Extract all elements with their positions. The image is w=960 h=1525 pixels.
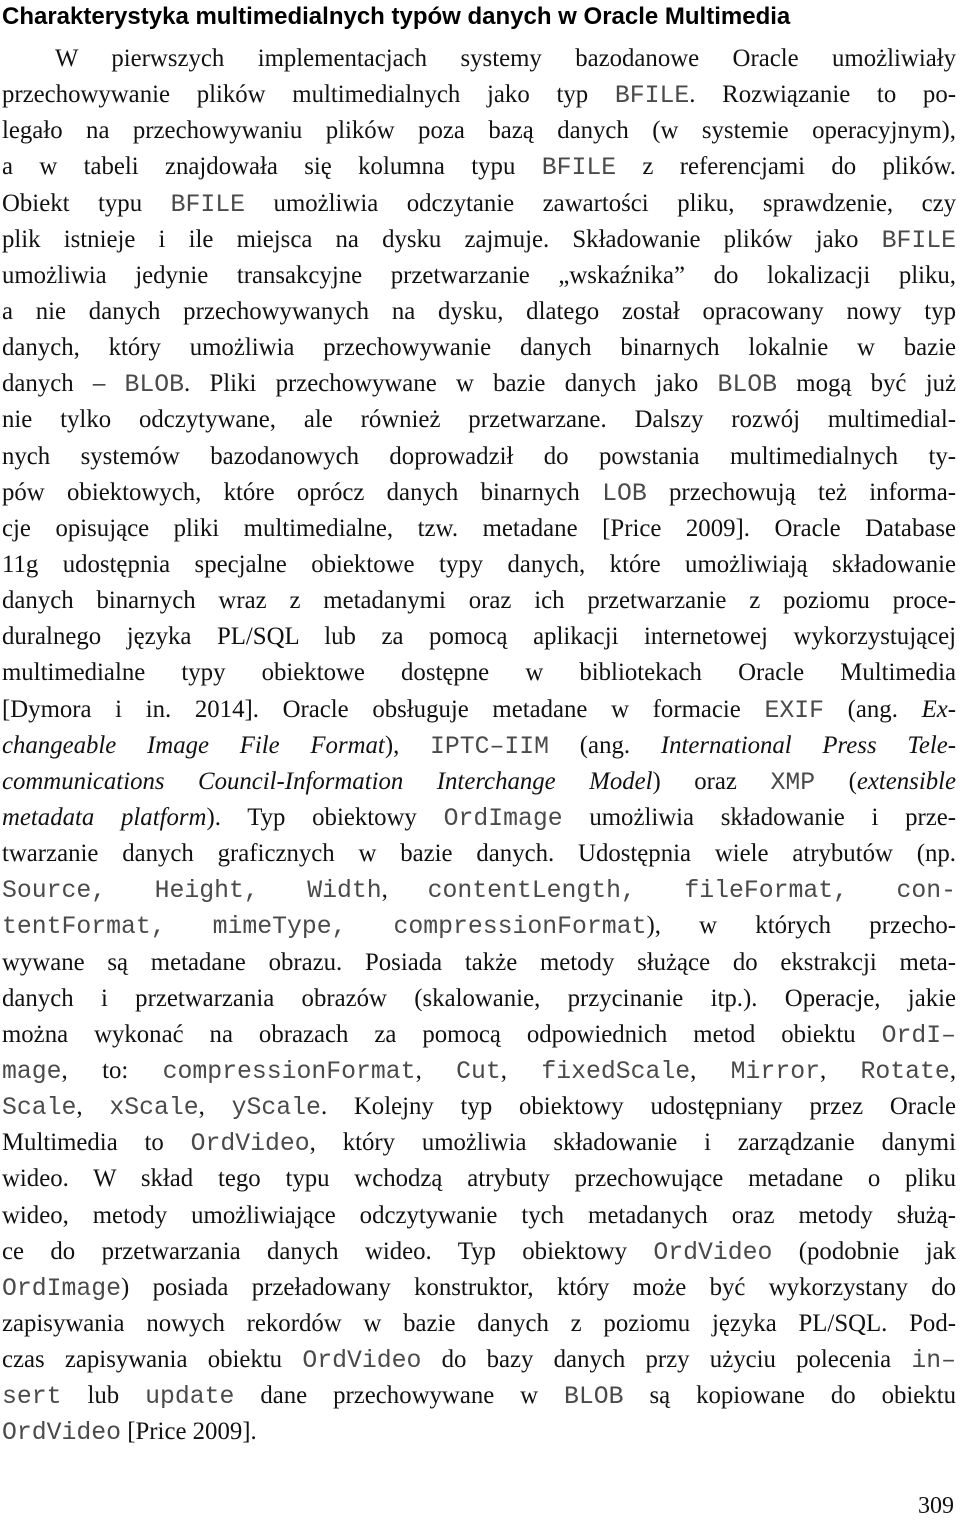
italic-text: extensible	[856, 767, 956, 795]
code-term: OrdVideo	[653, 1238, 773, 1267]
code-term: update	[145, 1383, 235, 1412]
text-segment: [Dymora i in. 2014]. Oracle obsługuje metadane w formacie	[2, 695, 765, 723]
text-segment: nie tylko odczytywane, ale również przetwarzane. Dalszy rozwój multimedial-	[2, 406, 956, 434]
text-segment: twarzanie danych graficznych w bazie danych. Udostępnia wiele atrybutów (np.	[2, 840, 956, 868]
code-term: xScale	[109, 1094, 199, 1123]
code-term: Width	[307, 877, 382, 906]
text-segment: 11g udostępnia specjalne obiektowe typy danych, które umożliwiają składowanie	[2, 550, 956, 578]
text-segment: ), w których przecho-	[646, 912, 957, 940]
text-segment: wideo. W skład tego typu wchodzą atrybuty przechowujące metadane o pliku	[2, 1165, 956, 1193]
page-number: 309	[918, 1493, 954, 1519]
text-line	[2, 330, 956, 366]
text-segment: danych, który umożliwia przechowywanie danych binarnych lokalnie w bazie	[2, 334, 956, 362]
text-segment: . Kolejny typ obiektowy udostępniany przez Oracle	[320, 1093, 956, 1121]
code-term: BLOB	[717, 371, 778, 400]
text-segment: ) oraz	[652, 767, 771, 795]
text-line	[2, 619, 956, 655]
text-segment: [Price 2009].	[121, 1418, 257, 1446]
text-line	[2, 1234, 956, 1270]
text-segment: ,	[819, 1056, 861, 1084]
text-segment: ),	[384, 731, 431, 759]
code-term: LOB	[602, 479, 647, 508]
code-term: Height	[154, 877, 244, 906]
code-term: BFILE	[170, 190, 246, 219]
code-term: fixedScale	[541, 1057, 691, 1086]
italic-text: Ex-	[921, 695, 956, 723]
text-segment: duralnego języka PL/SQL lub za pomocą aplikacji internetowej wykorzystującej	[2, 623, 956, 651]
text-segment: ce do przetwarzania danych wideo. Typ obiektowy	[2, 1237, 654, 1265]
text-line	[2, 945, 956, 981]
text-segment: do bazy danych przy użyciu polecenia	[421, 1346, 912, 1374]
text-line	[2, 258, 956, 294]
text-segment: , który umożliwia składowanie i zarządzanie danymi	[309, 1129, 956, 1157]
text-line	[2, 149, 956, 185]
text-segment: są kopiowane do obiektu	[623, 1382, 956, 1410]
text-line	[2, 583, 956, 619]
text-line	[2, 547, 956, 583]
text-segment: zapisywania nowych rekordów w bazie danych z poziomu języka PL/SQL. Pod-	[2, 1309, 956, 1337]
text-segment: czas zapisywania obiektu	[2, 1346, 303, 1374]
code-term: tentFormat	[2, 913, 151, 942]
text-segment: ,	[76, 1093, 110, 1121]
code-term: ,	[91, 877, 155, 906]
text-segment: a w tabeli znajdowała się kolumna typu	[2, 153, 542, 181]
text-segment: cje opisujące pliki multimedialne, tzw. metadane [Price 2009]. Oracle Database	[2, 514, 956, 542]
text-line	[2, 1089, 956, 1125]
code-term: ,	[621, 877, 685, 906]
text-line	[2, 1270, 956, 1306]
italic-text: changeable Image File Format	[2, 731, 385, 759]
text-line	[2, 1053, 956, 1089]
code-term: BFILE	[614, 82, 690, 111]
text-segment: ,	[500, 1056, 542, 1084]
code-term: yScale	[231, 1094, 321, 1123]
text-line	[2, 836, 956, 872]
text-segment: multimedialne typy obiektowe dostępne w bibliotekach Oracle Multimedia	[2, 659, 956, 687]
text-segment: wywane są metadane obrazu. Posiada także metody służące do ekstrakcji meta-	[2, 948, 956, 976]
text-line	[2, 1306, 956, 1342]
text-line	[2, 366, 956, 402]
code-term: OrdImage	[443, 804, 563, 833]
text-segment: ,	[949, 1056, 957, 1084]
code-term: ,	[331, 913, 394, 942]
code-term: OrdVideo	[2, 1419, 122, 1448]
text-segment: lub	[61, 1382, 146, 1410]
section-heading: Charakterystyka multimedialnych typów danych w Oracle Multimedia	[2, 3, 791, 30]
code-term: OrdI–	[881, 1021, 956, 1050]
text-line	[2, 186, 956, 222]
code-term: Cut	[456, 1057, 501, 1086]
code-term: Mirror	[730, 1057, 820, 1086]
text-segment: pów obiektowych, które oprócz danych binarnych	[2, 478, 603, 506]
text-segment: dane przechowywane w	[234, 1382, 565, 1410]
text-line	[2, 764, 956, 800]
code-term: OrdVideo	[302, 1347, 422, 1376]
code-term: BLOB	[124, 371, 185, 400]
text-line	[2, 113, 956, 149]
text-segment: wideo, metody umożliwiające odczytywanie tych metadanych oraz metody służą-	[2, 1201, 956, 1229]
text-segment: umożliwia jedynie transakcyjne przetwarzanie „wskaźnika” do lokalizacji pliku,	[2, 261, 956, 289]
code-term: con-	[896, 877, 956, 906]
code-term: fileFormat	[684, 877, 834, 906]
text-segment: ,	[381, 876, 428, 904]
code-term: mage	[2, 1057, 62, 1086]
code-term: sert	[2, 1383, 62, 1412]
text-line	[2, 402, 956, 438]
text-segment: (ang.	[549, 731, 661, 759]
code-term: OrdVideo	[190, 1130, 310, 1159]
italic-text: International Press Tele-	[660, 731, 957, 759]
text-line	[2, 692, 956, 728]
italic-text: metadata platform	[2, 803, 207, 831]
text-segment: (	[815, 767, 857, 795]
text-segment: . Pliki przechowywane w bazie danych jako	[184, 370, 718, 398]
text-segment: przechowują też informa-	[646, 478, 956, 506]
text-line	[2, 1414, 956, 1450]
code-term: IPTC–IIM	[430, 732, 550, 761]
text-segment: ,	[198, 1093, 232, 1121]
text-segment: plik istnieje i ile miejsca na dysku zajmuje. Składowanie plików jako	[2, 225, 882, 253]
code-term: BFILE	[541, 154, 617, 183]
text-segment: Multimedia to	[2, 1129, 191, 1157]
code-term: in–	[911, 1347, 957, 1376]
text-line	[2, 475, 956, 511]
code-term: Rotate	[860, 1057, 950, 1086]
code-term: Source	[2, 877, 92, 906]
text-line	[2, 41, 956, 77]
text-segment: mogą być już	[777, 370, 956, 398]
code-term: ,	[243, 877, 308, 906]
text-line	[2, 872, 956, 908]
text-line	[2, 222, 956, 258]
text-line	[2, 728, 956, 764]
text-segment: można wykonać na obrazach za pomocą odpowiednich metod obiektu	[2, 1020, 882, 1048]
text-segment: ,	[415, 1056, 457, 1084]
text-line	[2, 655, 956, 691]
text-line	[2, 1017, 956, 1053]
text-segment: (podobnie jak	[772, 1237, 956, 1265]
text-segment: , to:	[61, 1056, 163, 1084]
text-segment: danych binarnych wraz z metadanymi oraz ich przetwarzanie z poziomu proce-	[2, 587, 956, 615]
text-segment: nych systemów bazodanowych doprowadził do powstania multimedialnych ty-	[2, 442, 956, 470]
code-term: BLOB	[564, 1383, 624, 1412]
code-term: EXIF	[764, 696, 824, 725]
text-line	[2, 1378, 956, 1414]
text-line	[2, 981, 956, 1017]
text-segment: a nie danych przechowywanych na dysku, dlatego został opracowany nowy typ	[2, 297, 956, 325]
code-term: ,	[150, 913, 213, 942]
text-line	[2, 439, 956, 475]
text-segment: z referencjami do plików.	[616, 153, 956, 181]
code-term: OrdImage	[2, 1274, 122, 1303]
italic-text: communications Council-Information Interchange Model	[2, 767, 653, 795]
text-line	[2, 908, 956, 944]
text-line	[2, 1342, 956, 1378]
text-segment: ,	[690, 1056, 731, 1084]
text-line	[2, 1125, 956, 1161]
code-term: compressionFormat	[393, 913, 647, 942]
text-segment: ). Typ obiektowy	[206, 803, 444, 831]
text-line	[2, 1198, 956, 1234]
text-line	[2, 1161, 956, 1197]
text-line	[2, 294, 956, 330]
text-segment: . Rozwiązanie to po-	[689, 81, 956, 109]
code-term: mimeType	[212, 913, 332, 942]
text-segment: umożliwia odczytanie zawartości pliku, sprawdzenie, czy	[245, 189, 956, 217]
text-segment: danych –	[2, 370, 125, 398]
code-term: Scale	[2, 1094, 77, 1123]
text-segment: legało na przechowywaniu plików poza bazą danych (w systemie operacyjnym),	[2, 117, 956, 145]
code-term: XMP	[770, 768, 816, 797]
text-segment: (ang.	[823, 695, 922, 723]
text-segment: Obiekt typu	[2, 189, 171, 217]
text-segment: umożliwia składowanie i prze-	[562, 803, 957, 831]
code-term: compressionFormat	[162, 1057, 416, 1086]
text-segment: W pierwszych implementacjach systemy bazodanowe Oracle umożliwiały	[55, 45, 956, 72]
text-segment: przechowywanie plików multimedialnych jako typ	[2, 81, 615, 109]
text-line	[2, 800, 956, 836]
code-term: ,	[833, 877, 897, 906]
text-line	[2, 511, 956, 547]
text-segment: ) posiada przeładowany konstruktor, który może być wykorzystany do	[121, 1273, 956, 1301]
text-segment: danych i przetwarzania obrazów (skalowanie, przycinanie itp.). Operacje, jakie	[2, 984, 956, 1012]
code-term: contentLength	[427, 877, 622, 906]
body-paragraph	[2, 41, 956, 1450]
text-line	[2, 77, 956, 113]
code-term: BFILE	[881, 226, 956, 255]
